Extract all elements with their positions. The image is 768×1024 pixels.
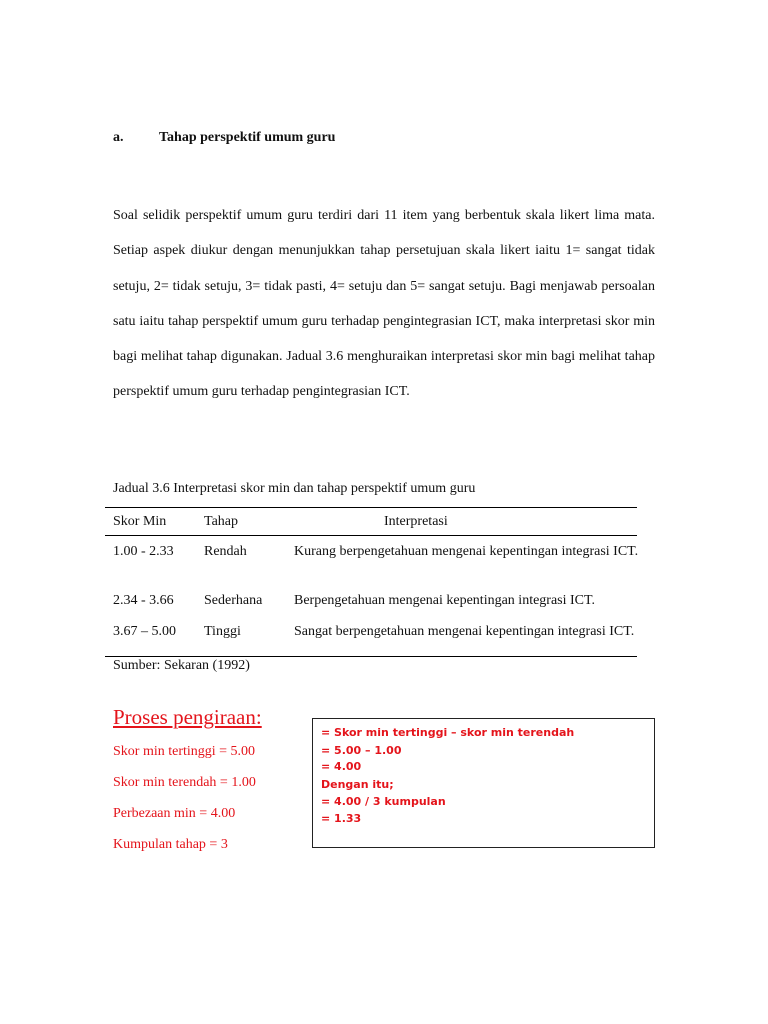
cell-interpretasi: Berpengetahuan mengenai kepentingan integrasi ICT. <box>294 593 596 608</box>
section-label: a. <box>113 130 124 145</box>
proses-title: Proses pengiraan: <box>113 705 262 729</box>
calc-line: = 5.00 – 1.00 <box>321 744 402 757</box>
calc-line: = 4.00 <box>321 760 362 773</box>
calc-line: = 4.00 / 3 kumpulan <box>321 795 446 808</box>
cell-tahap: Tinggi <box>204 624 241 639</box>
header-interpretasi: Interpretasi <box>384 514 448 529</box>
proses-line-lowest: Skor min terendah = 1.00 <box>113 775 256 790</box>
cell-interpretasi: Sangat berpengetahuan mengenai kepentingan integrasi ICT. <box>294 624 635 639</box>
body-paragraph: Soal selidik perspektif umum guru terdiri dari 11 item yang berbentuk skala likert lima mata. Setiap aspek diukur dengan menunjukkan tahap persetujuan skala likert iaitu 1= sangat tidak setuju, 2= tidak setuju, 3= tidak pasti, 4= setuju dan 5= sangat setuju. Bagi menjawab persoalan satu iaitu tahap perspektif umum guru terhadap pengintegrasian ICT, maka interpretasi skor min bagi melihat tahap digunakan. Jadual 3.6 menghuraikan interpretasi skor min bagi melihat tahap perspektif umum guru terhadap pengintegrasian ICT. <box>113 208 655 400</box>
calc-line: Dengan itu; <box>321 778 394 791</box>
calculation-box <box>312 718 655 848</box>
header-tahap: Tahap <box>204 514 239 529</box>
cell-skor: 3.67 – 5.00 <box>113 624 176 639</box>
proses-line-groups: Kumpulan tahap = 3 <box>113 837 228 852</box>
table-bottom-rule <box>105 656 637 657</box>
header-skor-min: Skor Min <box>113 514 167 529</box>
calc-line: = Skor min tertinggi – skor min terendah <box>321 726 575 739</box>
cell-skor: 2.34 - 3.66 <box>113 593 174 608</box>
proses-line-highest: Skor min tertinggi = 5.00 <box>113 744 256 759</box>
table-caption: Jadual 3.6 Interpretasi skor min dan tahap perspektif umum guru <box>113 481 476 496</box>
table-source: Sumber: Sekaran (1992) <box>113 658 250 673</box>
table-top-rule <box>105 507 637 508</box>
cell-tahap: Sederhana <box>204 593 263 608</box>
cell-tahap: Rendah <box>204 544 247 559</box>
cell-interpretasi: Kurang berpengetahuan mengenai kepentingan integrasi ICT. <box>294 544 639 559</box>
proses-line-difference: Perbezaan min = 4.00 <box>113 806 236 821</box>
section-title: Tahap perspektif umum guru <box>159 130 336 145</box>
calc-line: = 1.33 <box>321 812 362 825</box>
table-header-rule <box>105 535 637 536</box>
cell-skor: 1.00 - 2.33 <box>113 544 174 559</box>
